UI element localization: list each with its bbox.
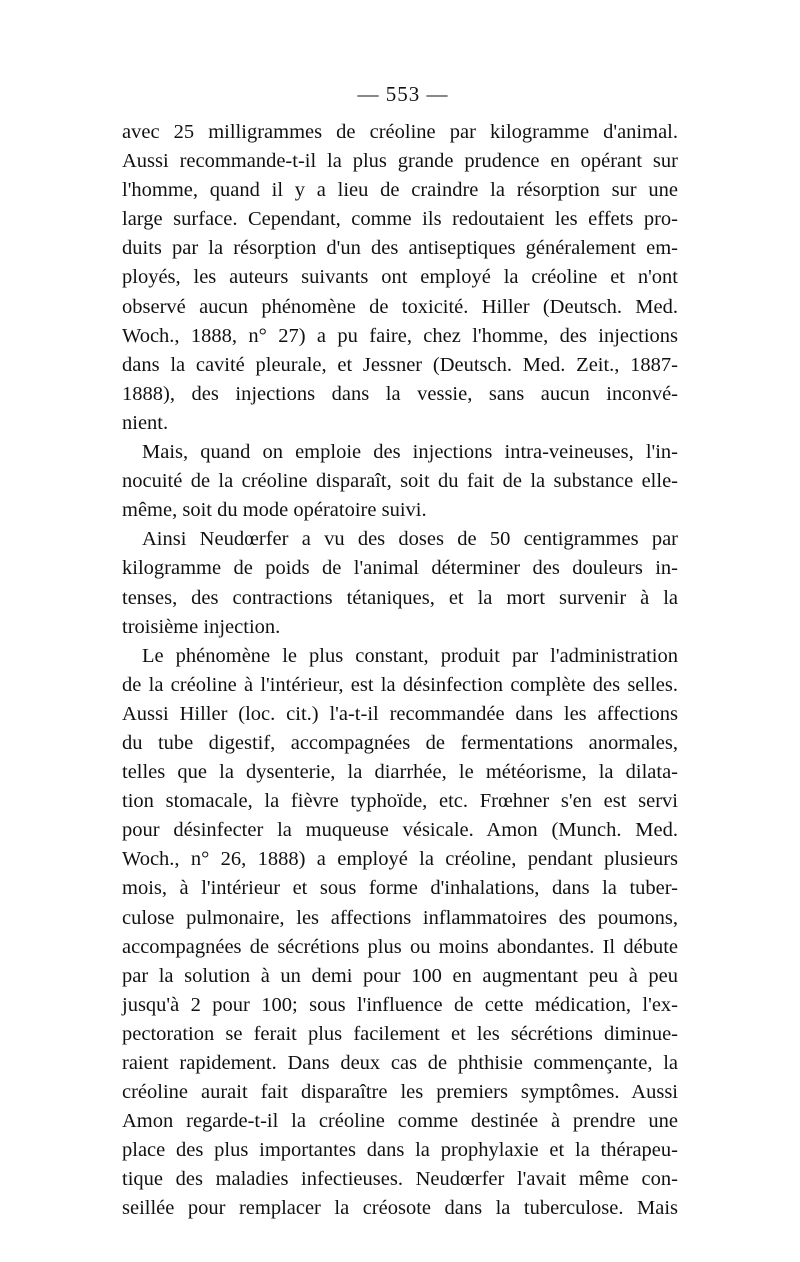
text-line: tenses, des contractions tétaniques, et la mort survenir à la	[122, 586, 678, 609]
text-line: Mais, quand on emploie des injections intra-veineuses, l'in-	[142, 441, 678, 464]
text-line: large surface. Cependant, comme ils redoutaient les effets pro-	[122, 208, 678, 231]
text-line: kilogramme de poids de l'animal déterminer des douleurs in-	[122, 557, 678, 580]
text-line: nocuité de la créoline disparaît, soit du fait de la substance elle-	[122, 470, 678, 493]
text-line: de la créoline à l'intérieur, est la désinfection complète des selles.	[122, 673, 678, 696]
text-line: troisième injection.	[122, 615, 281, 638]
text-line: pour désinfecter la muqueuse vésicale. Amon (Munch. Med.	[122, 819, 678, 842]
text-line: duits par la résorption d'un des antiseptiques généralement em-	[122, 237, 678, 260]
text-line: Woch., n° 26, 1888) a employé la créoline, pendant plusieurs	[122, 848, 678, 871]
text-line: créoline aurait fait disparaître les premiers symptômes. Aussi	[122, 1081, 678, 1104]
paragraph	[122, 438, 678, 525]
text-line: Le phénomène le plus constant, produit par l'administration	[142, 644, 678, 667]
text-line: pectoration se ferait plus facilement et les sécrétions diminue-	[122, 1022, 678, 1045]
text-line: Aussi Hiller (loc. cit.) l'a-t-il recommandée dans les affections	[122, 702, 678, 725]
page-number: — 553 —	[357, 82, 449, 106]
text-line: dans la cavité pleurale, et Jessner (Deutsch. Med. Zeit., 1887-	[122, 353, 678, 376]
text-line: culose pulmonaire, les affections inflammatoires des poumons,	[122, 906, 678, 929]
text-line: seillée pour remplacer la créosote dans la tuberculose. Mais	[122, 1197, 678, 1220]
text-line: telles que la dysenterie, la diarrhée, le météorisme, la dilata-	[122, 761, 678, 784]
text-line: du tube digestif, accompagnées de fermentations anormales,	[122, 731, 678, 754]
text-line: par la solution à un demi pour 100 en augmentant peu à peu	[122, 964, 678, 987]
text-line: avec 25 milligrammes de créoline par kilogramme d'animal.	[122, 121, 678, 143]
text-line: raient rapidement. Dans deux cas de phthisie commençante, la	[122, 1052, 678, 1074]
text-line: Woch., 1888, n° 27) a pu faire, chez l'homme, des injections	[122, 324, 678, 347]
text-line: observé aucun phénomène de toxicité. Hiller (Deutsch. Med.	[122, 295, 678, 318]
text-line: Aussi recommande-t-il la plus grande prudence en opérant sur	[122, 150, 678, 173]
text-line: accompagnées de sécrétions plus ou moins abondantes. Il débute	[122, 935, 678, 958]
paragraph	[122, 118, 678, 438]
text-line: place des plus importantes dans la prophylaxie et la thérapeu-	[122, 1139, 678, 1162]
paragraph	[122, 642, 678, 1224]
text-line: tion stomacale, la fièvre typhoïde, etc. Frœhner s'en est servi	[122, 790, 678, 813]
text-line: nient.	[122, 411, 169, 434]
text-line: ployés, les auteurs suivants ont employé la créoline et n'ont	[122, 266, 678, 289]
text-line: l'homme, quand il y a lieu de craindre la résorption sur une	[122, 179, 678, 202]
text-line: même, soit du mode opératoire suivi.	[122, 499, 427, 522]
text-line: tique des maladies infectieuses. Neudœrfer l'avait même con-	[122, 1168, 678, 1191]
paragraph	[122, 525, 678, 641]
body-text	[122, 118, 678, 1224]
text-line: Ainsi Neudœrfer a vu des doses de 50 centigrammes par	[142, 528, 678, 551]
text-line: 1888), des injections dans la vessie, sans aucun inconvé-	[122, 382, 678, 405]
text-line: mois, à l'intérieur et sous forme d'inhalations, dans la tuber-	[122, 877, 678, 900]
text-line: Amon regarde-t-il la créoline comme destinée à prendre une	[122, 1110, 678, 1133]
text-line: jusqu'à 2 pour 100; sous l'influence de cette médication, l'ex-	[122, 993, 678, 1016]
